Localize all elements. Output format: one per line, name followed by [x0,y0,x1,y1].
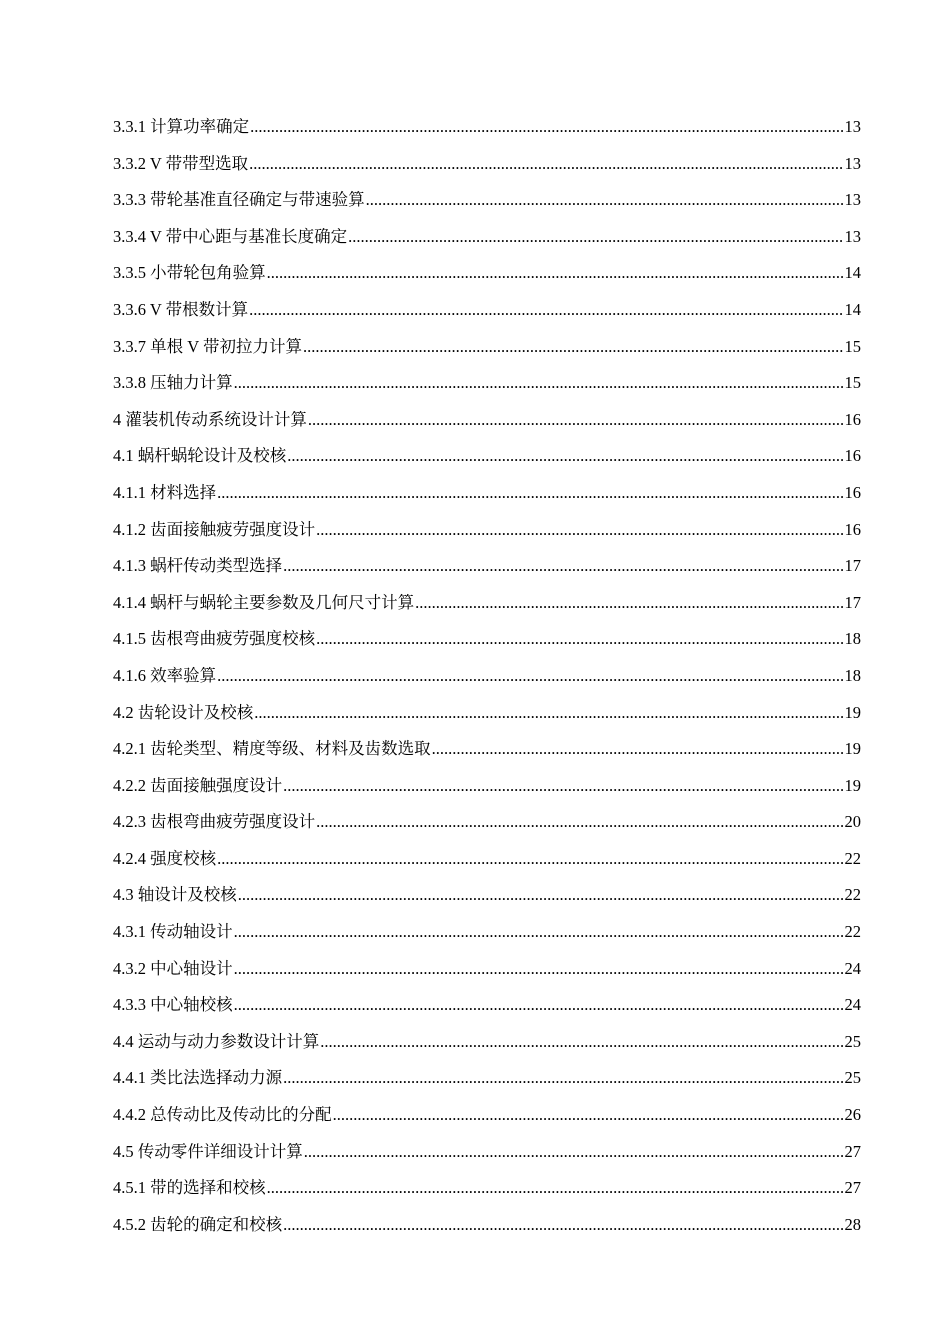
toc-dot-leader [308,402,844,439]
toc-dot-leader [238,877,844,914]
toc-entry[interactable] [113,438,861,475]
toc-entry-title: 3.3.1 计算功率确定 [113,117,250,136]
toc-entry[interactable] [113,1060,861,1097]
toc-dot-leader [320,1024,843,1061]
toc-page-number: 18 [844,629,861,649]
toc-entry-title: 4.4 运动与动力参数设计计算 [113,1031,320,1051]
toc-entry-title: 3.3.5 小带轮包角验算 [113,263,266,283]
toc-entry-title: 4.1.2 齿面接触疲劳强度设计 [113,519,316,539]
toc-entry[interactable] [113,255,861,292]
toc-entry-title: 4.1 蜗杆蜗轮设计及校核 [113,446,287,466]
toc-page-number: 13 [844,153,861,173]
toc-page-number: 20 [844,812,861,832]
toc-entry-title: 4.3.2 中心轴设计 [113,958,233,978]
toc-dot-leader [254,695,843,732]
toc-entry[interactable] [113,585,861,622]
toc-page-number: 16 [844,446,861,466]
toc-page-number: 17 [844,592,861,612]
toc-entry[interactable] [113,1097,861,1134]
toc-entry-title: 3.3.8 压轴力计算 [113,373,233,393]
toc-entry-title: 4.1.1 材料选择 [113,482,217,502]
toc-entry[interactable] [113,402,861,439]
toc-entry[interactable] [113,768,861,805]
toc-dot-leader [316,621,843,658]
toc-entry-title: 4.2 齿轮设计及校核 [113,702,254,722]
toc-dot-leader [316,512,843,549]
toc-entry-title: 4.5.1 带的选择和校核 [113,1178,266,1198]
toc-entry[interactable] [113,182,861,219]
toc-entry[interactable] [113,365,861,402]
toc-entry[interactable] [113,951,861,988]
table-of-contents [113,109,861,1243]
toc-page-number: 24 [844,958,861,978]
toc-dot-leader [234,951,844,988]
toc-entry[interactable] [113,621,861,658]
toc-page-number: 22 [844,885,861,905]
toc-dot-leader [234,987,844,1024]
toc-dot-leader [304,1134,844,1171]
toc-page-number: 18 [844,665,861,685]
toc-entry[interactable] [113,914,861,951]
toc-page-number: 13 [844,190,861,210]
toc-page-number: 25 [844,1031,861,1051]
toc-entry-title: 4.2.2 齿面接触强度设计 [113,775,283,795]
toc-entry-title: 4.3.3 中心轴校核 [113,995,233,1015]
toc-page-number: 24 [844,995,861,1015]
toc-page-number: 27 [844,1178,861,1198]
toc-page-number: 14 [844,299,861,319]
toc-page-number: 15 [844,373,861,393]
toc-dot-leader [217,475,843,512]
toc-page-number: 19 [844,739,861,759]
toc-page-number: 15 [844,336,861,356]
toc-entry[interactable] [113,475,861,512]
toc-page-number: 26 [844,1105,861,1125]
toc-page-number: 16 [844,519,861,539]
toc-entry-title: 4.3.1 传动轴设计 [113,922,233,942]
toc-entry-title: 4.1.4 蜗杆与蜗轮主要参数及几何尺寸计算 [113,592,415,612]
toc-entry-title: 4.1.6 效率验算 [113,665,217,685]
toc-page-number: 27 [844,1141,861,1161]
toc-page-number: 19 [844,775,861,795]
toc-dot-leader [316,804,843,841]
toc-dot-leader [267,1170,844,1207]
toc-dot-leader [366,182,844,219]
toc-page-number: 14 [844,263,861,283]
toc-entry-title: 4.2.1 齿轮类型、精度等级、材料及齿数选取 [113,739,431,759]
toc-dot-leader [249,292,843,329]
toc-entry[interactable] [113,548,861,585]
toc-page-number: 17 [844,556,861,576]
toc-entry-title: 3.3.7 单根 V 带初拉力计算 [113,336,302,356]
toc-dot-leader [283,548,843,585]
toc-dot-leader [432,731,844,768]
toc-entry[interactable] [113,1134,861,1171]
toc-page-number: 16 [844,482,861,502]
toc-page-number: 19 [844,702,861,722]
toc-dot-leader [249,146,843,183]
toc-entry-title: 4.5 传动零件详细设计计算 [113,1141,303,1161]
toc-dot-leader [250,109,843,146]
toc-page-number: 13 [844,117,861,136]
toc-entry-title: 4 灌装机传动系统设计计算 [113,409,307,429]
toc-entry-title: 3.3.4 V 带中心距与基准长度确定 [113,226,348,246]
toc-entry[interactable] [113,146,861,183]
toc-entry[interactable] [113,109,861,146]
toc-entry-title: 4.3 轴设计及校核 [113,885,237,905]
toc-entry[interactable] [113,841,861,878]
toc-page-number: 25 [844,1068,861,1088]
toc-entry[interactable] [113,292,861,329]
toc-dot-leader [303,329,844,366]
toc-dot-leader [283,768,843,805]
toc-dot-leader [348,219,843,256]
toc-entry[interactable] [113,987,861,1024]
toc-entry[interactable] [113,512,861,549]
toc-dot-leader [217,658,843,695]
toc-dot-leader [267,255,844,292]
toc-entry[interactable] [113,1207,861,1244]
toc-page-number: 16 [844,409,861,429]
toc-dot-leader [287,438,843,475]
toc-dot-leader [415,585,843,622]
toc-page-number: 22 [844,922,861,942]
toc-entry[interactable] [113,1024,861,1061]
toc-page-number: 28 [844,1214,861,1234]
toc-entry[interactable] [113,329,861,366]
toc-entry[interactable] [113,804,861,841]
toc-entry-title: 4.2.4 强度校核 [113,848,217,868]
toc-page-number: 13 [844,226,861,246]
toc-dot-leader [234,365,844,402]
toc-dot-leader [283,1207,843,1244]
toc-dot-leader [283,1060,843,1097]
toc-entry[interactable] [113,1170,861,1207]
toc-entry-title: 3.3.3 带轮基准直径确定与带速验算 [113,190,365,210]
toc-entry-title: 3.3.6 V 带根数计算 [113,299,249,319]
toc-entry[interactable] [113,877,861,914]
toc-dot-leader [217,841,843,878]
toc-dot-leader [333,1097,844,1134]
toc-page-number: 22 [844,848,861,868]
toc-entry[interactable] [113,731,861,768]
toc-entry[interactable] [113,658,861,695]
toc-entry-title: 4.5.2 齿轮的确定和校核 [113,1214,283,1234]
toc-dot-leader [234,914,844,951]
toc-entry-title: 3.3.2 V 带带型选取 [113,153,249,173]
toc-entry-title: 4.4.2 总传动比及传动比的分配 [113,1105,332,1125]
toc-entry[interactable] [113,695,861,732]
toc-entry-title: 4.1.5 齿根弯曲疲劳强度校核 [113,629,316,649]
toc-entry-title: 4.1.3 蜗杆传动类型选择 [113,556,283,576]
toc-entry[interactable] [113,219,861,256]
toc-entry-title: 4.4.1 类比法选择动力源 [113,1068,283,1088]
toc-entry-title: 4.2.3 齿根弯曲疲劳强度设计 [113,812,316,832]
